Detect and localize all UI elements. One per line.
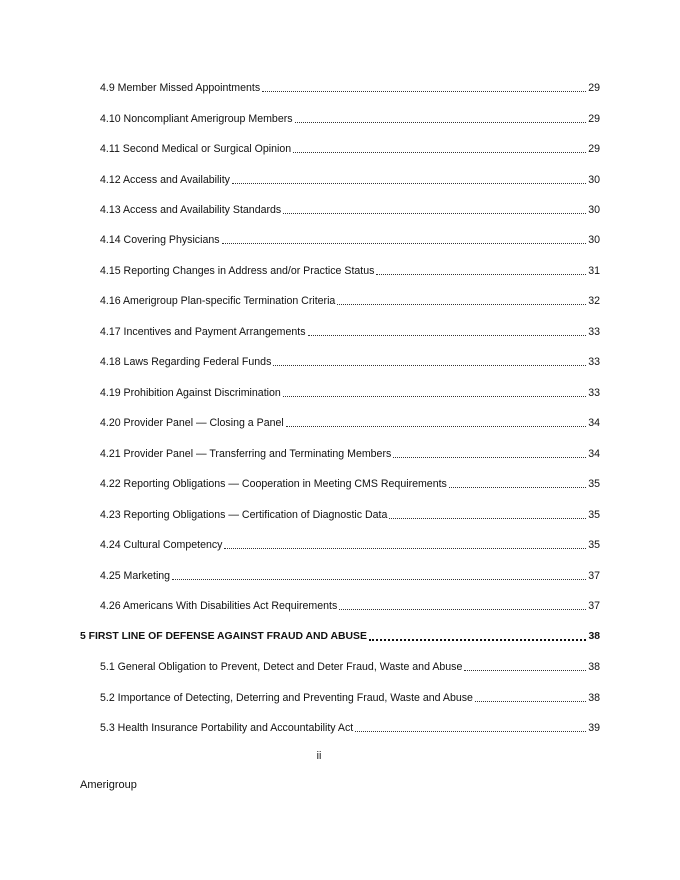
toc-dot-leader: [295, 122, 587, 123]
toc-entry-label: 4.13 Access and Availability Standards: [100, 204, 282, 216]
toc-entry-label: 4.24 Cultural Competency: [100, 539, 223, 551]
toc-entry-page: 29: [588, 113, 600, 125]
toc-entry[interactable]: [100, 689, 600, 705]
toc-entry-label: 4.22 Reporting Obligations — Cooperation in Meeting CMS Requirements: [100, 478, 447, 490]
toc-entry-label: 4.17 Incentives and Payment Arrangements: [100, 326, 306, 338]
toc-entry-page: 35: [588, 539, 600, 551]
toc-entry[interactable]: [100, 597, 600, 613]
toc-dot-leader: [273, 365, 586, 366]
toc-entry[interactable]: [100, 140, 600, 156]
toc-entry[interactable]: [100, 79, 600, 95]
toc-entry-page: 35: [588, 509, 600, 521]
toc-entry[interactable]: [100, 414, 600, 430]
toc-entry-page: 32: [588, 295, 600, 307]
toc-entry-label: 4.18 Laws Regarding Federal Funds: [100, 356, 272, 368]
toc-entry-label: 4.21 Provider Panel — Transferring and Terminating Members: [100, 448, 392, 460]
toc-entry-page: 30: [588, 174, 600, 186]
toc-entry-label: 4.25 Marketing: [100, 570, 171, 582]
toc-entry-label: 4.12 Access and Availability: [100, 174, 230, 186]
toc-dot-leader: [286, 426, 586, 427]
toc-entry[interactable]: [100, 719, 600, 735]
toc-dot-leader: [283, 396, 586, 397]
toc-entry-page: 30: [588, 234, 600, 246]
toc-entry[interactable]: [100, 658, 600, 674]
toc-dot-leader: [337, 304, 586, 305]
toc-entry-page: 33: [588, 387, 600, 399]
toc-entry-label: 4.11 Second Medical or Surgical Opinion: [100, 143, 292, 155]
toc-dot-leader: [376, 274, 586, 275]
toc-entry-page: 33: [588, 326, 600, 338]
toc-entry[interactable]: [100, 323, 600, 339]
toc-dot-leader: [293, 152, 586, 153]
toc-entry-label: 4.14 Covering Physicians: [100, 234, 220, 246]
toc-entry[interactable]: [100, 171, 600, 187]
toc-dot-leader: [449, 487, 586, 488]
toc-dot-leader: [283, 213, 586, 214]
toc-dot-leader: [339, 609, 586, 610]
toc-entry-label: 4.23 Reporting Obligations — Certification of Diagnostic Data: [100, 509, 388, 521]
toc-dot-leader: [369, 639, 587, 641]
toc-dot-leader: [475, 701, 586, 702]
toc-dot-leader: [262, 91, 586, 92]
footer-brand: Amerigroup: [80, 779, 137, 791]
toc-entry-page: 35: [588, 478, 600, 490]
toc-entry-label: 4.10 Noncompliant Amerigroup Members: [100, 113, 293, 125]
toc-dot-leader: [393, 457, 586, 458]
toc-dot-leader: [355, 731, 586, 732]
toc-entry-page: 33: [588, 356, 600, 368]
toc-entry[interactable]: [100, 201, 600, 217]
toc-section-heading[interactable]: [80, 628, 600, 644]
toc-entry[interactable]: [100, 262, 600, 278]
toc-entry-page: 38: [588, 692, 600, 704]
toc-dot-leader: [224, 548, 586, 549]
toc-entry-label: 4.16 Amerigroup Plan-specific Termination Criteria: [100, 295, 336, 307]
toc-entry-label: 5.1 General Obligation to Prevent, Detect and Deter Fraud, Waste and Abuse: [100, 661, 463, 673]
toc-dot-leader: [464, 670, 586, 671]
toc-entry-label: 4.26 Americans With Disabilities Act Requirements: [100, 600, 338, 612]
toc-entry[interactable]: [100, 110, 600, 126]
toc-entry-page: 29: [588, 143, 600, 155]
toc-entry[interactable]: [100, 506, 600, 522]
toc-entry-page: 29: [588, 82, 600, 94]
toc-entry-label: 4.9 Member Missed Appointments: [100, 82, 261, 94]
toc-entry[interactable]: [100, 231, 600, 247]
toc-entry-page: 34: [588, 417, 600, 429]
toc-entry[interactable]: [100, 292, 600, 308]
toc-entry-label: 4.19 Prohibition Against Discrimination: [100, 387, 281, 399]
toc-entry[interactable]: [100, 353, 600, 369]
toc-entry[interactable]: [100, 567, 600, 583]
toc-entry-page: 38: [588, 661, 600, 673]
toc-entry-page: 30: [588, 204, 600, 216]
toc-entry-label: 5 FIRST LINE OF DEFENSE AGAINST FRAUD AND ABUSE: [80, 631, 367, 642]
toc-entry-page: 37: [588, 600, 600, 612]
toc-entry[interactable]: [100, 384, 600, 400]
toc-entry-page: 31: [588, 265, 600, 277]
toc-entry-page: 37: [588, 570, 600, 582]
toc-entry-label: 4.20 Provider Panel — Closing a Panel: [100, 417, 284, 429]
toc-entry[interactable]: [100, 536, 600, 552]
toc-dot-leader: [222, 243, 587, 244]
toc-entry-label: 5.2 Importance of Detecting, Deterring and Preventing Fraud, Waste and Abuse: [100, 692, 473, 704]
toc-entry[interactable]: [100, 475, 600, 491]
toc-entry-page: 38: [588, 631, 600, 642]
toc-dot-leader: [172, 579, 586, 580]
toc-entry-page: 34: [588, 448, 600, 460]
toc-dot-leader: [232, 183, 586, 184]
toc-entry-label: 4.15 Reporting Changes in Address and/or Practice Status: [100, 265, 375, 277]
toc-dot-leader: [389, 518, 586, 519]
toc-entry-label: 5.3 Health Insurance Portability and Accountability Act: [100, 722, 354, 734]
page-number: ii: [316, 750, 322, 762]
toc-entry[interactable]: [100, 445, 600, 461]
toc-entry-page: 39: [588, 722, 600, 734]
toc-dot-leader: [308, 335, 587, 336]
